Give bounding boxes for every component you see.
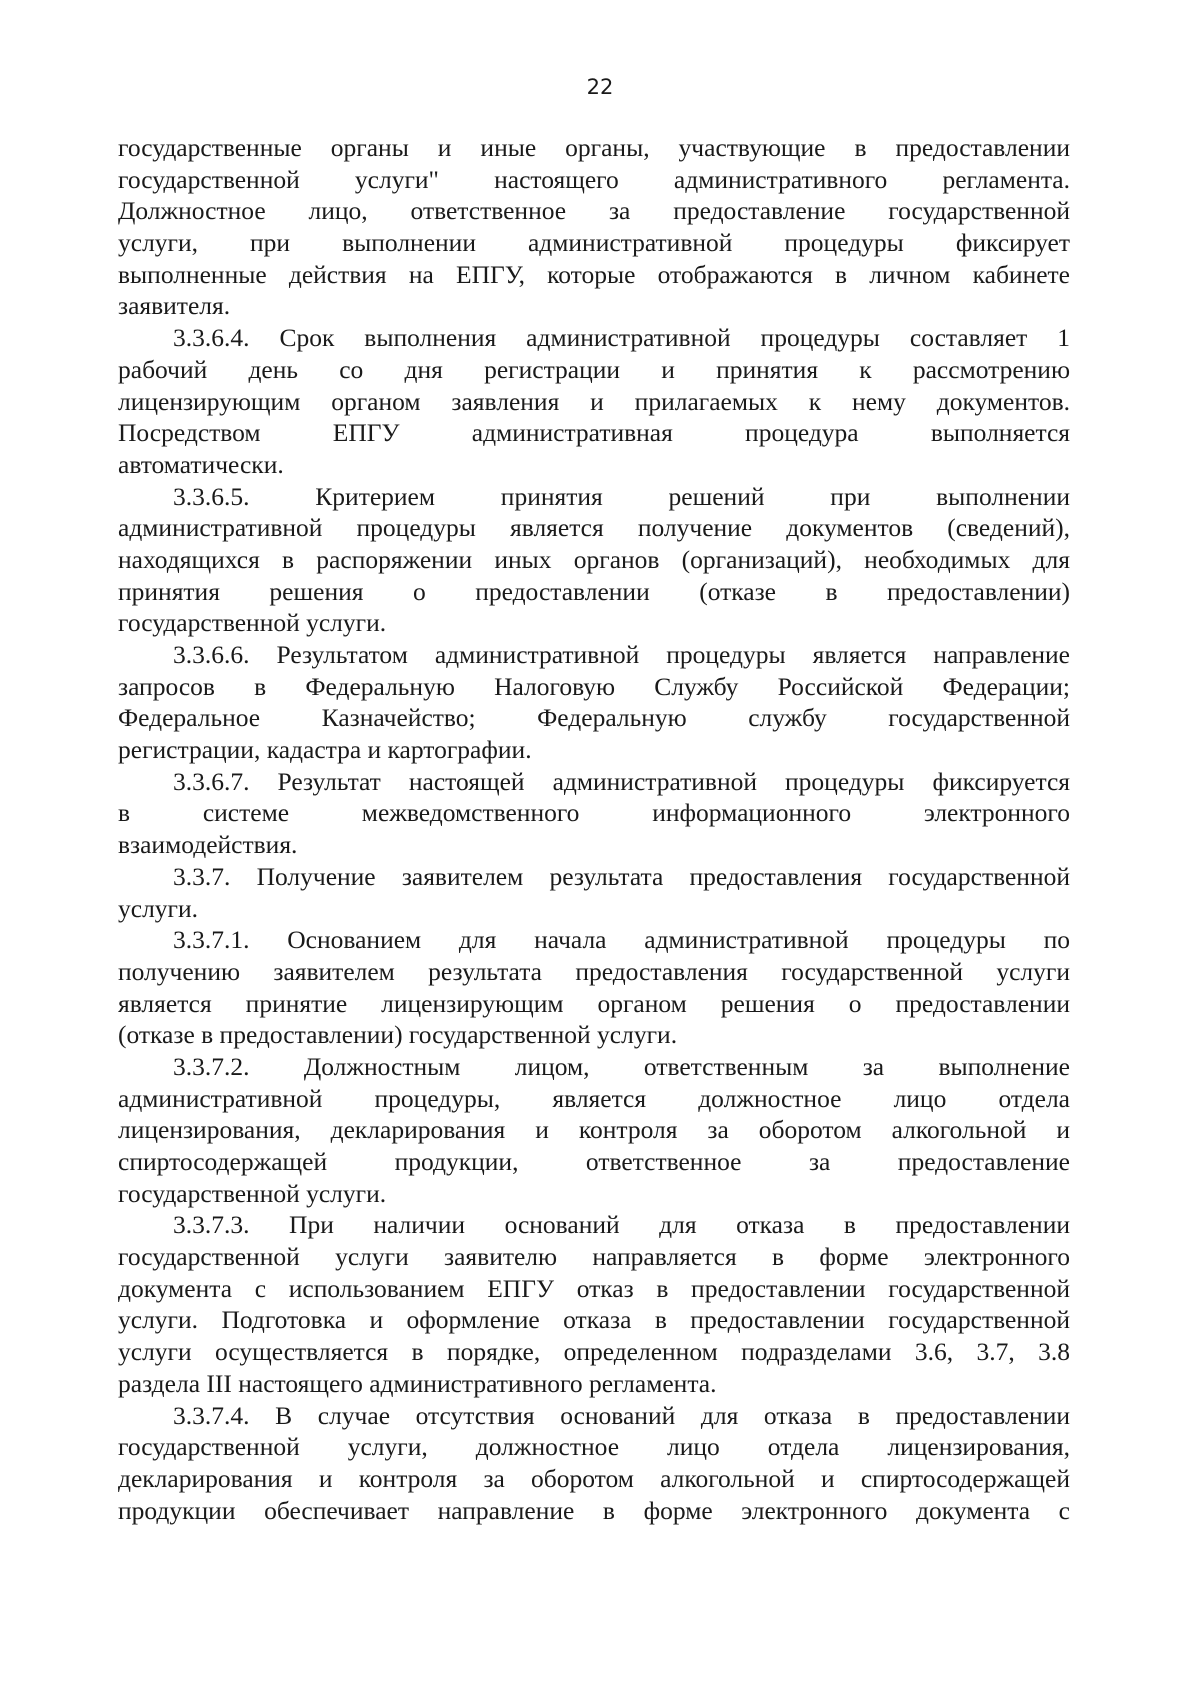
text-line: 3.3.7.3. При наличии оснований для отказа в предоставлении xyxy=(173,1210,1070,1240)
text-line: лицензирования, декларирования и контроля за оборотом алкогольной и xyxy=(118,1115,1070,1145)
text-line: 3.3.7.1. Основанием для начала административной процедуры по xyxy=(173,925,1070,955)
text-line: государственной услуги. xyxy=(118,608,387,638)
text-line: лицензирующим органом заявления и прилагаемых к нему документов. xyxy=(118,386,1070,416)
text-line: государственной услуги" настоящего административного регламента. xyxy=(118,164,1070,194)
text-line: 3.3.6.6. Результатом административной процедуры является направление xyxy=(173,640,1070,669)
body-text xyxy=(118,132,1070,1526)
text-line: запросов в Федеральную Налоговую Службу Российской Федерации; xyxy=(118,671,1070,701)
text-line: 3.3.7. Получение заявителем результата предоставления государственной xyxy=(173,861,1070,891)
text-line: государственные органы и иные органы, участвующие в предоставлении xyxy=(118,133,1070,162)
text-line: услуги. xyxy=(118,893,199,923)
text-line: документа с использованием ЕПГУ отказ в предоставлении государственной xyxy=(118,1273,1070,1303)
text-line: выполненные действия на ЕПГУ, которые отображаются в личном кабинете xyxy=(118,259,1070,289)
text-line: рабочий день со дня регистрации и принятия к рассмотрению xyxy=(118,354,1070,384)
text-line: заявителя. xyxy=(118,291,231,321)
text-line: Посредством ЕПГУ административная процедура выполняется xyxy=(118,418,1070,448)
text-line: Должностное лицо, ответственное за предоставление государственной xyxy=(118,196,1070,226)
text-line: автоматически. xyxy=(118,449,284,479)
text-line: услуги осуществляется в порядке, определенном подразделами 3.6, 3.7, 3.8 xyxy=(118,1337,1070,1367)
text-line: 3.3.6.5. Критерием принятия решений при выполнении xyxy=(173,481,1070,511)
text-line: находящихся в распоряжении иных органов (организаций), необходимых для xyxy=(118,544,1070,574)
text-line: в системе межведомственного информационного электронного xyxy=(118,798,1070,828)
text-line: спиртосодержащей продукции, ответственное за предоставление xyxy=(118,1147,1070,1176)
page-number: 22 xyxy=(586,75,614,99)
text-line: услуги, при выполнении административной процедуры фиксирует xyxy=(118,228,1070,258)
text-line: взаимодействия. xyxy=(118,830,298,860)
text-line: декларирования и контроля за оборотом алкогольной и спиртосодержащей xyxy=(118,1463,1070,1493)
text-line: государственной услуги, должностное лицо отдела лицензирования, xyxy=(118,1432,1070,1462)
text-line: государственной услуги заявителю направляется в форме электронного xyxy=(118,1242,1070,1272)
text-line: 3.3.7.2. Должностным лицом, ответственным за выполнение xyxy=(173,1051,1070,1081)
text-line: принятия решения о предоставлении (отказе в предоставлении) xyxy=(118,576,1070,606)
text-line: 3.3.6.4. Срок выполнения административной процедуры составляет 1 xyxy=(173,323,1070,353)
text-line: государственной услуги. xyxy=(118,1178,387,1208)
text-line: Федеральное Казначейство; Федеральную службу государственной xyxy=(118,703,1070,733)
text-line: административной процедуры, является должностное лицо отдела xyxy=(118,1083,1070,1113)
text-line: административной процедуры является получение документов (сведений), xyxy=(118,513,1070,543)
text-line: является принятие лицензирующим органом решения о предоставлении xyxy=(118,988,1070,1018)
text-line: услуги. Подготовка и оформление отказа в предоставлении государственной xyxy=(118,1305,1070,1335)
text-line: 3.3.7.4. В случае отсутствия оснований для отказа в предоставлении xyxy=(173,1400,1070,1430)
text-line: 3.3.6.7. Результат настоящей административной процедуры фиксируется xyxy=(173,766,1070,796)
text-line: (отказе в предоставлении) государственной услуги. xyxy=(118,1020,678,1050)
text-line: регистрации, кадастра и картографии. xyxy=(118,735,532,765)
text-line: получению заявителем результата предоставления государственной услуги xyxy=(118,956,1070,986)
text-line: раздела III настоящего административного регламента. xyxy=(118,1368,717,1398)
text-line: продукции обеспечивает направление в форме электронного документа с xyxy=(118,1495,1070,1525)
